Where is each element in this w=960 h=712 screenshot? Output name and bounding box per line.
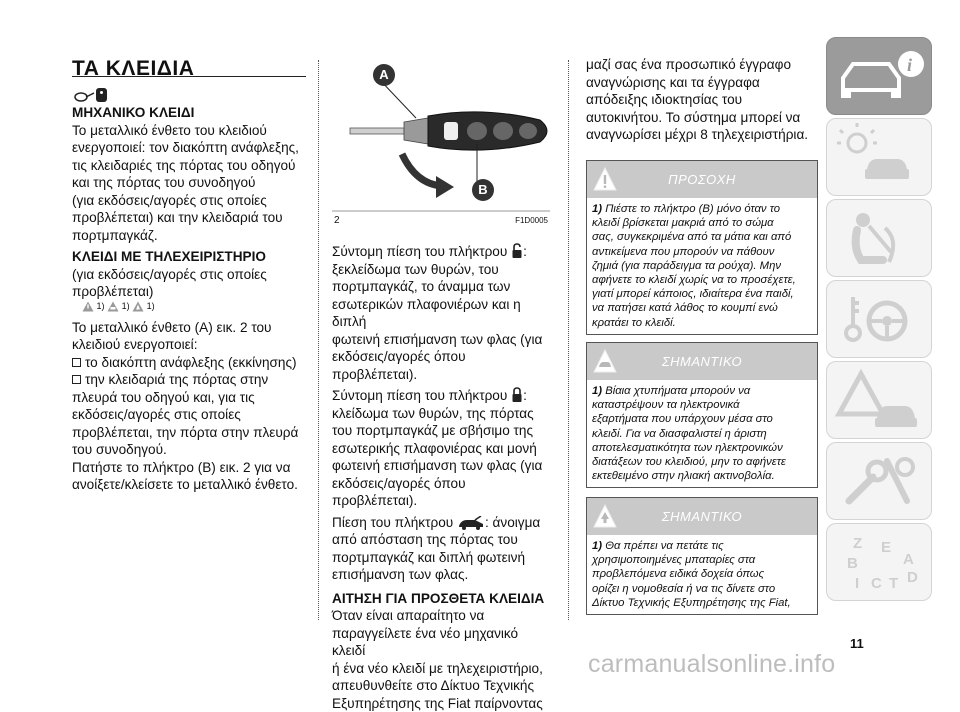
safety-seat-icon — [827, 200, 933, 278]
footnote-icons-row — [72, 301, 312, 319]
warning-line: αφήνετε το κλειδί χωρίς να το προσέχετε, — [592, 273, 812, 287]
checkbox-icon — [72, 375, 81, 384]
warning-first-line — [592, 202, 812, 216]
text: : — [523, 244, 527, 259]
figure-label-b: B — [476, 182, 490, 197]
check-line: εκδόσεις/αγορές στις οποίες — [72, 406, 312, 424]
important-box-1 — [586, 342, 818, 488]
important-line: καταστρέψουν τα ηλεκτρονικά — [592, 398, 812, 412]
intro-line: αυτοκινήτου. Το σύστημα μπορεί να — [586, 109, 824, 127]
important-line: διατάξεων του κλειδιού, μην το αφήνετε — [592, 455, 812, 469]
important-line: εκτεθειμένο στην ηλιακή ακτινοβολία. — [592, 469, 812, 483]
important-line: χρησιμοποιημένες μπαταρίες στα — [592, 553, 812, 567]
svg-text:i: i — [907, 55, 912, 75]
request-line: Όταν είναι απαραίτητο να — [332, 607, 554, 625]
check-line: προβλέπεται, την πόρτα στην πλευρά — [72, 424, 312, 442]
note-number: 1) — [592, 203, 602, 215]
important-line: Δίκτυο Τεχνικής Εξυπηρέτησης της Fiat, — [592, 596, 812, 610]
index-letter: A — [903, 550, 914, 570]
index-letter: D — [907, 568, 918, 588]
warning-line: κρατάει το κλειδί. — [592, 316, 812, 330]
unlock-line: εκδόσεις/αγορές όπου προβλέπεται). — [332, 348, 554, 383]
trunk-line: επισήμανση των φλας. — [332, 566, 554, 584]
footnote-mark: 1) — [122, 301, 130, 311]
note-number: 1) — [592, 540, 602, 552]
maintenance-tools-icon — [827, 443, 933, 521]
figure-number: 2 — [334, 215, 340, 226]
figure-label-a: A — [377, 67, 391, 82]
trunk-line: πορτμπαγκάζ και διπλή φωτεινή — [332, 549, 554, 567]
request-line: ή ένα νέο κλειδί με τηλεχειριστήριο, — [332, 660, 554, 678]
index-letter: C — [871, 574, 882, 594]
intro-line: μαζί σας ένα προσωπικό έγγραφο — [586, 56, 824, 74]
lock-line: κλείδωμα των θυρών, της πόρτας — [332, 405, 554, 423]
tab-index[interactable] — [826, 523, 932, 601]
warning-line: να πατήσει κατά λάθος το κουμπί ενώ — [592, 301, 812, 315]
key-figure — [332, 58, 550, 226]
remote-buttons-text — [332, 243, 554, 712]
request-line: Εξυπηρέτησης της Fiat παίρνοντας — [332, 695, 554, 712]
warning-line: κλειδί βρίσκεται μακριά από το σώμα — [592, 216, 812, 230]
remote-line: Το μεταλλικό ένθετο (A) εικ. 2 του — [72, 319, 312, 337]
check-line: πλευρά του οδηγού και, για τις — [72, 389, 312, 407]
important-line: ορίζει η νομοθεσία ή να τις δίνετε στο — [592, 582, 812, 596]
index-letter: B — [847, 554, 858, 574]
important-box-2 — [586, 497, 818, 615]
text: Σύντομη πίεση του πλήκτρου — [332, 388, 507, 403]
unlock-line: ξεκλείδωμα των θυρών, του — [332, 261, 554, 279]
mech-line: ενεργοποιεί: τον διακόπτη ανάφλεξης, — [72, 139, 312, 157]
text: Βίαια χτυπήματα μπορούν να — [605, 385, 750, 397]
subhead-mechanical-key: ΜΗΧΑΝΙΚΟ ΚΛΕΙΔΙ — [72, 104, 312, 122]
note-number: 1) — [592, 385, 602, 397]
important-line: αποτελεσματικότητα των ηλεκτρονικών — [592, 441, 812, 455]
important-line: εξαρτήματα που υπάρχουν μέσα στο — [592, 412, 812, 426]
padlock-closed-icon — [511, 387, 523, 403]
mech-line: προβλέπεται) και την κλειδαριά του — [72, 209, 312, 227]
column-divider — [568, 60, 569, 620]
important-box-title: ΣΗΜΑΝΤΙΚΟ — [587, 354, 817, 369]
warning-box-header — [587, 161, 817, 198]
tab-starting-driving[interactable] — [826, 280, 932, 358]
warning-triangle-car-icon — [827, 362, 933, 440]
warning-box-body — [587, 198, 817, 334]
checkbox-label: το διακόπτη ανάφλεξης (εκκίνησης) — [85, 355, 297, 370]
padlock-open-icon — [511, 243, 523, 259]
mechanical-key-block — [72, 104, 312, 494]
important-first-line — [592, 539, 812, 553]
intro-line: αναγνωρίσει μέχρι 8 τηλεχειριστήρια. — [586, 126, 824, 144]
lock-line: του πορτμπαγκάζ με σβήσιμο της — [332, 422, 554, 440]
check-line: του συνοδηγού. — [72, 441, 312, 459]
lock-press-line — [332, 387, 554, 405]
tab-safety[interactable] — [826, 199, 932, 277]
checkbox-item-door — [72, 371, 312, 389]
tab-emergency[interactable] — [826, 361, 932, 439]
index-letter: E — [881, 538, 891, 558]
request-line: παραγγείλετε ένα νέο μηχανικό κλειδί — [332, 625, 554, 660]
important-box-header — [587, 343, 817, 380]
lock-line: εσωτερικής πλαφονιέρας και μονή — [332, 440, 554, 458]
important-line: κλειδί. Για να διασφαλιστεί η άριστη — [592, 427, 812, 441]
steering-key-icon — [827, 281, 933, 359]
text: : άνοιγμα — [485, 515, 540, 530]
important-box-body — [587, 380, 817, 487]
mech-line: (για εκδόσεις/αγορές στις οποίες — [72, 192, 312, 210]
text: Θα πρέπει να πετάτε τις — [605, 540, 723, 552]
unlock-line: πορτμπαγκάζ, το άναμμα των — [332, 278, 554, 296]
warning-line: ζημιά (για παράδειγμα τα ρούχα). Μην — [592, 259, 812, 273]
figure-code: F1D0005 — [515, 216, 548, 225]
mech-line: Το μεταλλικό ένθετο του κλειδιού — [72, 122, 312, 140]
index-letter: Z — [853, 534, 862, 554]
car-note-icon — [107, 301, 119, 312]
warning-triangle-icon — [82, 301, 94, 312]
page-number: 11 — [850, 636, 864, 651]
unlock-line: φωτεινή επισήμανση των φλας (για — [332, 331, 554, 349]
footnote-mark: 1) — [97, 301, 105, 311]
tab-maintenance[interactable] — [826, 442, 932, 520]
intro-text — [586, 56, 824, 144]
watermark: carmanualsonline.info — [588, 650, 835, 679]
index-letter: I — [855, 574, 859, 594]
important-box-header — [587, 498, 817, 535]
checkbox-item-ignition — [72, 354, 312, 372]
remote-line: (για εκδόσεις/αγορές στις οποίες — [72, 266, 312, 284]
section-title: ΤΑ ΚΛΕΙΔΙΑ — [72, 57, 194, 81]
subhead-additional-keys: ΑΙΤΗΣΗ ΓΙΑ ΠΡΟΣΘΕΤΑ ΚΛΕΙΔΙΑ — [332, 590, 554, 608]
mech-line: τις κλειδαριές της πόρτας του οδηγού — [72, 157, 312, 175]
important-box-body — [587, 535, 817, 614]
lock-line: εκδόσεις/αγορές όπου προβλέπεται). — [332, 475, 554, 510]
warning-box-title: ΠΡΟΣΟΧΗ — [587, 172, 817, 187]
dashboard-lights-icon — [827, 119, 933, 197]
unlock-press-line — [332, 243, 554, 261]
text: Πιέστε το πλήκτρο (B) μόνο όταν το — [605, 203, 780, 215]
important-first-line — [592, 384, 812, 398]
checkbox-label: την κλειδαριά της πόρτας στην — [85, 372, 268, 387]
environment-icon — [132, 301, 144, 312]
text: Σύντομη πίεση του πλήκτρου — [332, 244, 507, 259]
column-divider — [318, 60, 319, 620]
trunk-press-line — [332, 514, 554, 532]
trunk-line: από απόσταση της πόρτας του — [332, 531, 554, 549]
unlock-line: εσωτερικών πλαφονιέρων και η διπλή — [332, 296, 554, 331]
subhead-remote-key: ΚΛΕΙΔΙ ΜΕ ΤΗΛΕΧΕΙΡΙΣΤΗΡΙΟ — [72, 248, 312, 266]
warning-line: σας, συγκεκριμένα από τα μάτια και από — [592, 230, 812, 244]
checkbox-icon — [72, 358, 81, 367]
remote-line: κλειδιού ενεργοποιεί: — [72, 336, 312, 354]
tab-car-info[interactable] — [826, 37, 932, 115]
section-title-rule — [72, 76, 306, 77]
warning-box — [586, 160, 818, 335]
request-line: απευθυνθείτε στο Δίκτυο Τεχνικής — [332, 677, 554, 695]
text: : — [523, 388, 527, 403]
press-line: ανοίξετε/κλείσετε το μεταλλικό ένθετο. — [72, 476, 312, 494]
lock-line: φωτεινή επισήμανση των φλας (για — [332, 457, 554, 475]
text: Πίεση του πλήκτρου — [332, 515, 453, 530]
mech-line: πορτμπαγκάζ. — [72, 227, 312, 245]
footnote-mark: 1) — [147, 301, 155, 311]
tab-dashboard-lights[interactable] — [826, 118, 932, 196]
press-line: Πατήστε το πλήκτρο (B) εικ. 2 για να — [72, 459, 312, 477]
warning-line: γιατί μπορεί κάποιος, ιδιαίτερα ένα παιδί, — [592, 287, 812, 301]
remote-line: προβλέπεται) — [72, 283, 312, 301]
warning-line: αντικείμενα που μπορούν να πάθουν — [592, 245, 812, 259]
important-box-title: ΣΗΜΑΝΤΙΚΟ — [587, 509, 817, 524]
important-line: προβλεπόμενα ειδικά δοχεία όπως — [592, 567, 812, 581]
index-letter: T — [889, 574, 898, 594]
trunk-open-icon — [457, 516, 485, 530]
intro-line: απόδειξης ιδιοκτησίας του — [586, 91, 824, 109]
mech-line: και της πόρτας του συνοδηγού — [72, 174, 312, 192]
car-info-icon — [827, 38, 933, 116]
intro-line: αναγνώρισης και τα έγγραφα — [586, 74, 824, 92]
